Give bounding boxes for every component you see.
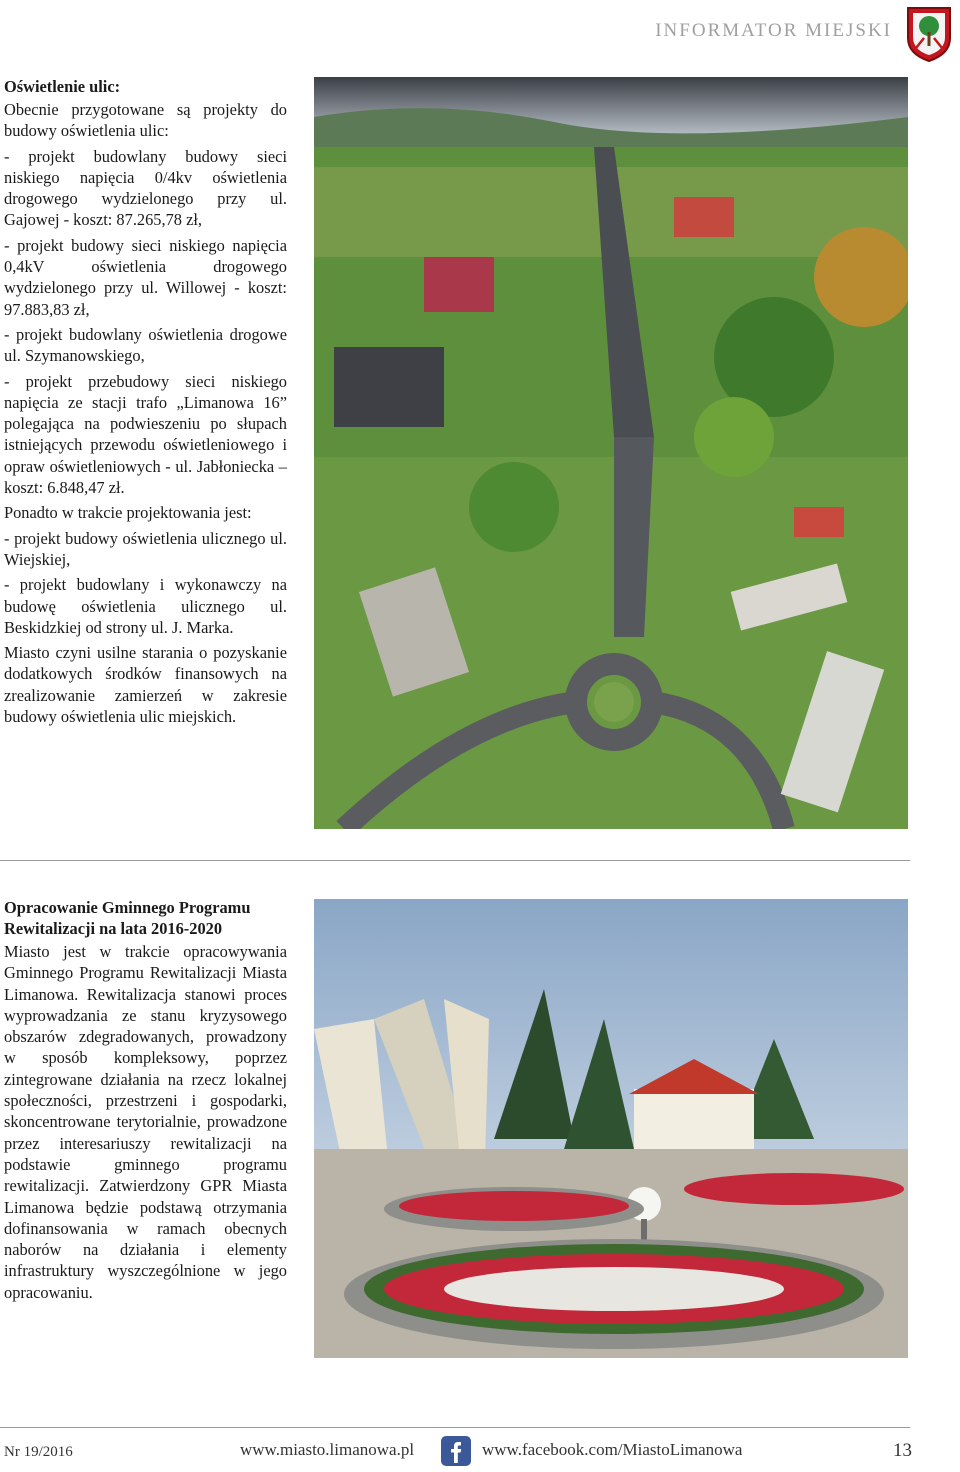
paragraph: Obecnie przygotowane są projekty do budowy oświetlenia ulic:: [4, 100, 287, 141]
paragraph: Miasto jest w trakcie opracowywania Gminnego Programu Rewitalizacji Miasta Limanowa. Rewitalizacja stanowi proces wyprowadzania ze stanu kryzysowego obszarów zdegradowanych, prowadzony w sposób kompleksowy, poprzez zintegrowane działania na rzecz lokalnej społeczności, przestrzeni i gospodarki, skoncentrowane terytorialnie, prowadzone przez interesariuszy rewitalizacji na podstawie gminnego programu rewitalizacji. Zatwierdzony GPR Miasta Limanowa będzie podstawą otrzymania dofinansowania w ramach obecnych naborów na działania i elementy infrastruktury wyszczególnione w jego opracowaniu.: [4, 942, 287, 1302]
footer-divider: [0, 1427, 910, 1428]
paragraph: Miasto czyni usilne starania o pozyskanie dodatkowych środków finansowych na zrealizowanie zamierzeń w zakresie budowy oświetlenia ulic miejskich.: [4, 643, 287, 727]
section-heading: Oświetlenie ulic:: [4, 77, 121, 96]
coat-of-arms-icon: [904, 4, 954, 62]
paragraph: - projekt budowlany budowy sieci niskiego napięcia 0/4kv oświetlenia drogowego wydzielonego przy ul. Gajowej - koszt: 87.265,78 zł,: [4, 146, 287, 230]
paragraph: Ponadto w trakcie projektowania jest:: [4, 503, 252, 523]
town-square-photo: [314, 899, 908, 1358]
header-title: INFORMATOR MIEJSKI: [655, 20, 892, 41]
page-number: 13: [893, 1440, 912, 1461]
website-link[interactable]: www.miasto.limanowa.pl: [240, 1440, 415, 1459]
section-divider: [0, 860, 910, 861]
street-lighting-section: [4, 76, 287, 731]
facebook-link[interactable]: www.facebook.com/MiastoLimanowa: [482, 1440, 743, 1459]
revitalization-section: [4, 897, 287, 1307]
paragraph: - projekt budowlany oświetlenia drogowe ul. Szymanowskiego,: [4, 324, 287, 366]
paragraph: - projekt budowlany i wykonawczy na budowę oświetlenia ulicznego ul. Beskidzkiej od strony ul. J. Marka.: [4, 575, 287, 637]
aerial-town-photo: [314, 77, 908, 829]
paragraph: - projekt przebudowy sieci niskiego napięcia ze stacji trafo „Limanowa 16” polegająca na podwieszeniu po słupach istniejących przewodu oświetleniowego i opraw oświetleniowych - ul. Jabłoniecka – koszt: 6.848,47 zł.: [4, 371, 287, 498]
paragraph: - projekt budowy sieci niskiego napięcia 0,4kV oświetlenia drogowego wydzielonego przy ul. Willowej - koszt: 97.883,83 zł,: [4, 235, 287, 319]
facebook-icon[interactable]: [441, 1436, 471, 1466]
section-heading: Opracowanie Gminnego Programu Rewitalizacji na lata 2016-2020: [4, 898, 251, 938]
paragraph: - projekt budowy oświetlenia ulicznego ul. Wiejskiej,: [4, 528, 287, 569]
issue-number: Nr 19/2016: [4, 1444, 73, 1460]
